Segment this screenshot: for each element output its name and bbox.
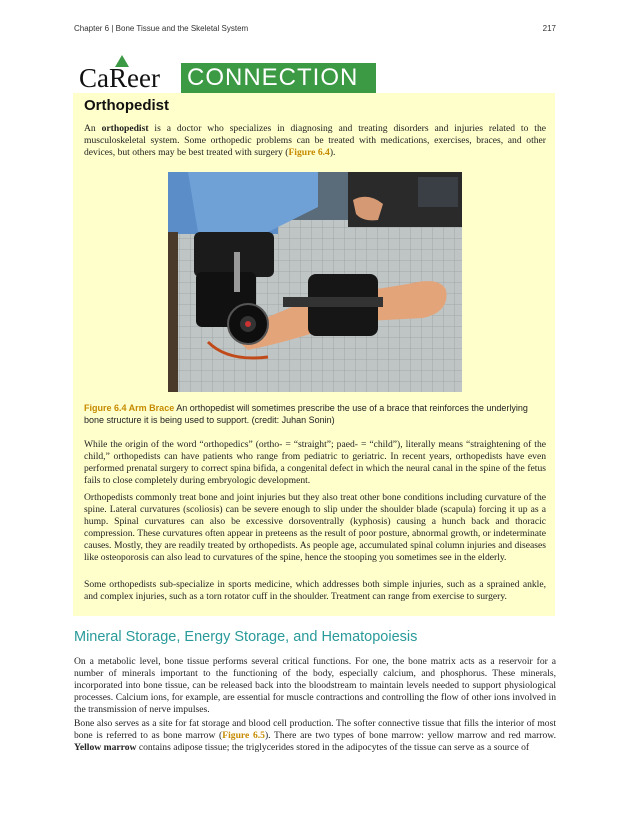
feature-title: Orthopedist xyxy=(84,97,169,114)
banner-title: CONNECTION xyxy=(187,64,359,91)
feature-paragraph-3: Orthopedists commonly treat bone and joint injuries but they also treat other bone conditions including curvature of the spine. Lateral curvatures (scoliosis) can be severe enough to slip under the shoulder blade (scapula) forcing it up as a hump. Spinal curvatures can also be excessive dorsoventrally (kyphosis) causing a hunch back and thoracic compression. These curvatures often appear in preteens as the result of poor posture, abnormal growth, or indeterminate causes. Mostly, they are readily treated by orthopedists. As people age, accumulated spinal column injuries and diseases like osteoporosis can also lead to curvatures of the spine, hence the stooping you sometimes see in the elderly. xyxy=(84,492,546,563)
figure-caption xyxy=(84,403,546,426)
key-term-yellow-marrow: Yellow marrow xyxy=(74,742,137,753)
section-paragraph-2 xyxy=(74,718,556,754)
career-logo xyxy=(73,63,181,93)
feature-paragraph-2: While the origin of the word “orthopedics” (ortho- = “straight”; paed- = “child”), literally means “straightening of the child,” orthopedists can have patients who range from pediatric to geriatric. In recent years, orthopedists have even performed prenatal surgery to correct spina bifida, a congenital defect in which the neural canal in the spine of the fetus fails to close completely during embryologic development. xyxy=(84,439,546,486)
feature-paragraph-4: Some orthopedists sub-specialize in sports medicine, which addresses both simple injuries, such as a sprained ankle, and complex injuries, such as a torn rotator cuff in the shoulder. Treatment can range from exercise to surgery. xyxy=(84,579,546,602)
arm-brace-photo xyxy=(168,172,462,392)
figure-link[interactable]: Figure 6.4 xyxy=(288,147,330,158)
lamp-icon xyxy=(115,55,129,67)
figure-link-6-5[interactable]: Figure 6.5 xyxy=(222,730,265,741)
running-header xyxy=(74,24,556,36)
career-connection-banner xyxy=(73,63,376,93)
p2-text-end: contains adipose tissue; the triglycerides stored in the adipocytes of the tissue can serve as a source of xyxy=(136,742,530,753)
intro-text-end: ). xyxy=(329,147,336,158)
logo-text: CaReer xyxy=(79,63,160,93)
figure-label: Figure 6.4 Arm Brace xyxy=(84,403,175,413)
section-heading: Mineral Storage, Energy Storage, and Hematopoiesis xyxy=(74,629,418,645)
p2-text-start: Bone also serves as a site for fat storage and blood cell production. The softer connective tissue that fills the interior of most bone is referred to as bone marrow ( xyxy=(74,718,556,741)
figure-caption-text: An orthopedist will sometimes prescribe the use of a brace that reinforces the underlying bone structure it is being used to support. (credit: Juhan Sonin) xyxy=(84,403,528,425)
intro-text-start: An xyxy=(84,123,102,134)
intro-text: is a doctor who specializes in diagnosing and treating disorders and injuries related to the musculoskeletal system. Some orthopedic problems can be treated with medications, exercises, braces, and other devices, but others may be best treated with surgery ( xyxy=(84,123,547,158)
chapter-title: Chapter 6 | Bone Tissue and the Skeletal System xyxy=(74,24,249,33)
key-term: orthopedist xyxy=(101,123,149,134)
feature-intro-paragraph xyxy=(84,123,546,159)
p2-text-mid: ). There are two types of bone marrow: yellow marrow and red marrow. xyxy=(264,730,556,741)
page-number: 217 xyxy=(542,24,556,33)
section-paragraph-1: On a metabolic level, bone tissue performs several critical functions. For one, the bone matrix acts as a reservoir for a number of minerals important to the functioning of the body, especially calcium, and phosphorus. These minerals, incorporated into bone tissue, can be released back into the bloodstream to maintain levels needed to support physiological processes. Calcium ions, for example, are essential for muscle contractions and controlling the flow of other ions involved in the transmission of nerve impulses. xyxy=(74,656,556,715)
